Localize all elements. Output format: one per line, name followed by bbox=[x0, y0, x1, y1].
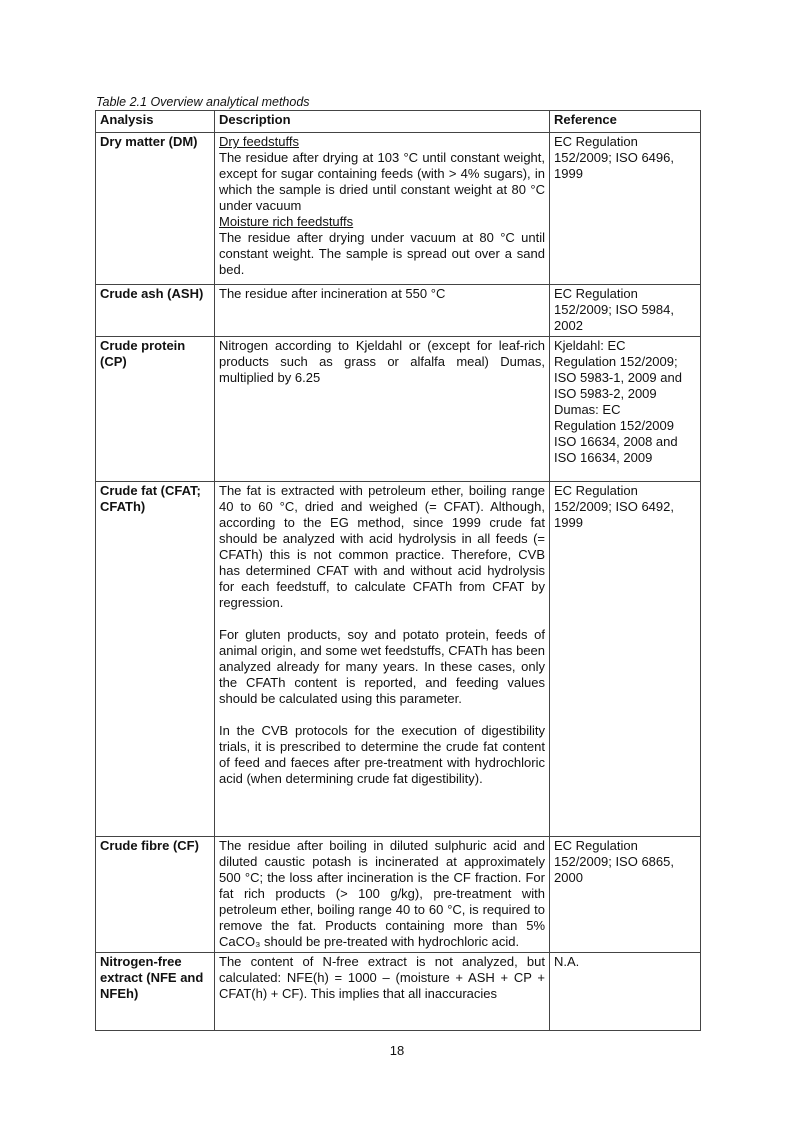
description-subheading: Moisture rich feedstuffs bbox=[219, 214, 354, 229]
page-number: 18 bbox=[389, 1043, 405, 1058]
header-reference: Reference bbox=[550, 111, 701, 133]
description-paragraph: The residue after drying at 103 °C until constant weight, except for sugar containing feeds (with > 4% sugars), in which the sample is dried until constant weight at 80 °C under vacuum bbox=[219, 150, 545, 213]
header-analysis: Analysis bbox=[96, 111, 215, 133]
reference-cell: EC Regulation 152/2009; ISO 6865, 2000 bbox=[550, 837, 701, 953]
table-row bbox=[96, 337, 701, 482]
description-paragraph: The residue after boiling in diluted sulphuric acid and diluted caustic potash is incinerated at approximately 500 °C; the loss after incineration is the CF fraction. For fat rich products (> 100 g/kg), pre-treatment with petroleum ether, boiling range 40 to 60 °C, is required to remove the fat. Products containing more than 5% CaCO₃ should be pre-treated with hydrochloric acid. bbox=[219, 838, 545, 949]
description-cell bbox=[215, 953, 550, 1031]
table-header-row bbox=[96, 111, 701, 133]
analysis-cell: Nitrogen-free extract (NFE and NFEh) bbox=[96, 953, 215, 1031]
table-row bbox=[96, 837, 701, 953]
description-paragraph: In the CVB protocols for the execution of digestibility trials, it is prescribed to determine the crude fat content of feed and faeces after pre-treatment with hydrochloric acid (when determining crude fat digestibility). bbox=[219, 723, 545, 786]
table-row bbox=[96, 953, 701, 1031]
table-row bbox=[96, 482, 701, 837]
description-cell bbox=[215, 133, 550, 285]
header-description: Description bbox=[215, 111, 550, 133]
analysis-cell: Crude protein (CP) bbox=[96, 337, 215, 482]
reference-cell: Kjeldahl: EC Regulation 152/2009; ISO 5983-1, 2009 and ISO 5983-2, 2009 Dumas: EC Regulation 152/2009 ISO 16634, 2008 and ISO 16634, 2009 bbox=[550, 337, 701, 482]
reference-cell: EC Regulation 152/2009; ISO 5984, 2002 bbox=[550, 285, 701, 337]
description-paragraph: The residue after drying under vacuum at 80 °C until constant weight. The sample is spread out over a sand bed. bbox=[219, 230, 545, 277]
description-subheading: Dry feedstuffs bbox=[219, 134, 299, 149]
description-cell bbox=[215, 337, 550, 482]
reference-cell: EC Regulation 152/2009; ISO 6492, 1999 bbox=[550, 482, 701, 837]
table-caption: Table 2.1 Overview analytical methods bbox=[96, 95, 310, 109]
analysis-cell: Crude fat (CFAT; CFATh) bbox=[96, 482, 215, 837]
reference-cell: EC Regulation 152/2009; ISO 6496, 1999 bbox=[550, 133, 701, 285]
description-paragraph: Nitrogen according to Kjeldahl or (except for leaf-rich products such as grass or alfalfa meal) Dumas, multiplied by 6.25 bbox=[219, 338, 545, 385]
table-row bbox=[96, 285, 701, 337]
description-paragraph: The residue after incineration at 550 °C bbox=[219, 286, 446, 301]
analysis-cell: Crude ash (ASH) bbox=[96, 285, 215, 337]
reference-cell: N.A. bbox=[550, 953, 701, 1031]
analysis-cell: Dry matter (DM) bbox=[96, 133, 215, 285]
description-paragraph: The content of N-free extract is not analyzed, but calculated: NFE(h) = 1000 – (moisture + ASH + CP + CFAT(h) + CF). This implies that all inaccuracies bbox=[219, 954, 545, 1001]
analytical-methods-table bbox=[95, 110, 701, 1031]
description-cell bbox=[215, 285, 550, 337]
description-paragraph: For gluten products, soy and potato protein, feeds of animal origin, and some wet feedstuffs, CFATh has been analyzed already for many years. In these cases, only the CFATh content is reported, and feeding values should be calculated using this parameter. bbox=[219, 627, 545, 706]
description-paragraph: The fat is extracted with petroleum ether, boiling range 40 to 60 °C, dried and weighed (= CFAT). Although, according to the EG method, since 1999 crude fat should be analyzed with acid hydrolysis in all feeds (= CFATh) this is not common practice. Therefore, CVB has determined CFAT with and without acid hydrolysis for each feedstuff, to calculate CFATh from CFAT by regression. bbox=[219, 483, 545, 610]
description-cell bbox=[215, 482, 550, 837]
description-cell bbox=[215, 837, 550, 953]
analysis-cell: Crude fibre (CF) bbox=[96, 837, 215, 953]
table-row bbox=[96, 133, 701, 285]
